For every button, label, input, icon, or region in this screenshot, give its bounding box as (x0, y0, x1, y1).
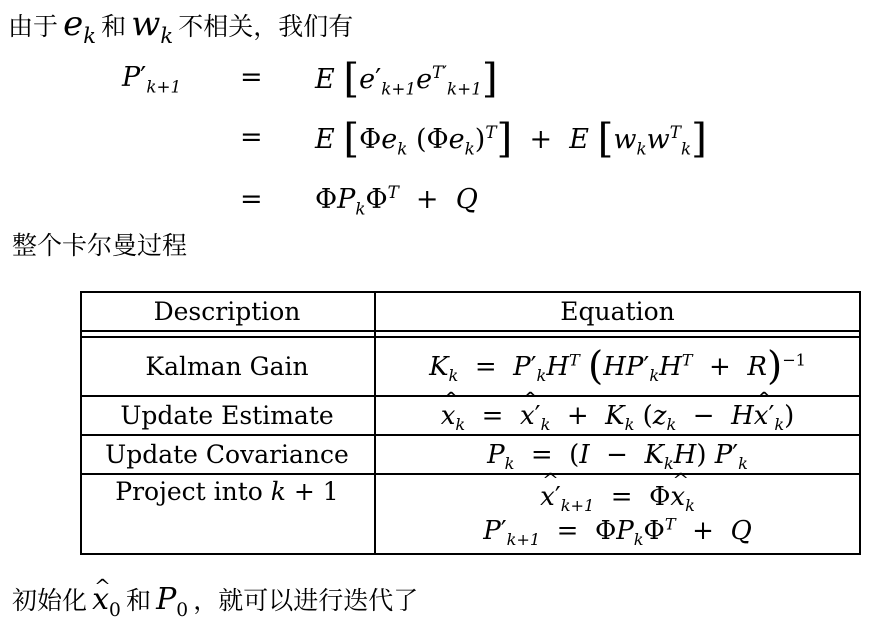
outro-line (12, 580, 418, 620)
row-update-estimate-equation: x $\^{}_k = x$ $\^{}'_k + K_k$ ($z_k - Hx$ $\^{}'_k$) (376, 397, 859, 434)
outro-text-a: 初始化 (12, 586, 88, 615)
intro-text-b: 不相关，我们有 (178, 12, 354, 41)
intro-text-and: 和 (101, 12, 127, 41)
equals-sign: = (240, 184, 263, 215)
intro-line (8, 4, 354, 48)
intro-text-a: 由于 (8, 12, 59, 41)
outro-text-and: 和 (125, 586, 151, 615)
equation-lhs: $P'_{k+1}$ (122, 62, 182, 97)
var-e: $e_k$ (63, 4, 97, 48)
row-project-equation (376, 475, 859, 553)
table-border-right (859, 291, 861, 555)
var-w: $w_k$ (131, 4, 174, 48)
row-update-estimate-label: Update Estimate (120, 401, 334, 430)
project-covariance-equation: $P'_{k+1} = \Phi P_k\Phi^T + Q$ (483, 514, 752, 550)
row-kalman-gain-label: Kalman Gain (145, 352, 309, 381)
equation-row-2 (0, 110, 889, 166)
row-kalman-gain-equation: $K_k = P'_kH^T$ $(HP'_kH^T + R)^{-1}$ (429, 344, 806, 389)
kalman-table (80, 291, 861, 555)
row-update-covariance-equation: $P_k = (I - K_kH)$ $P'_k$ (487, 439, 748, 473)
equals-sign: = (240, 122, 263, 153)
row-update-covariance-label: Update Covariance (105, 440, 349, 469)
equation-rhs-2: E [$\Phi e_k$ $(\Phi e_k)^T] + E$ $[w_kw^T_k]$ (315, 114, 707, 162)
var-p0: $P_0$ (156, 582, 189, 621)
section-title: 整个卡尔曼过程 (12, 231, 188, 260)
equals-sign: = (240, 62, 263, 93)
header-description: Description (153, 296, 301, 326)
equation-rhs-1: E $[e'_{k+1}e^{T'}_{k+1}]$ (315, 54, 498, 102)
var-x0: x $\^{}_0$ (92, 582, 121, 617)
equation-rhs-3: $\Phi P_k\Phi^T + Q$ (315, 182, 478, 219)
project-state-equation: x $\^{}'_{k+1} = \Phi x$ $\^{}_k$ (540, 482, 695, 512)
header-equation: Equation (560, 296, 675, 326)
equation-row-1 (0, 50, 889, 106)
equation-row-3 (0, 172, 889, 228)
outro-text-b: ，就可以进行迭代了 (193, 586, 419, 615)
row-project-label: Project into k + 1 (115, 477, 339, 506)
table-border-bottom (80, 553, 861, 555)
